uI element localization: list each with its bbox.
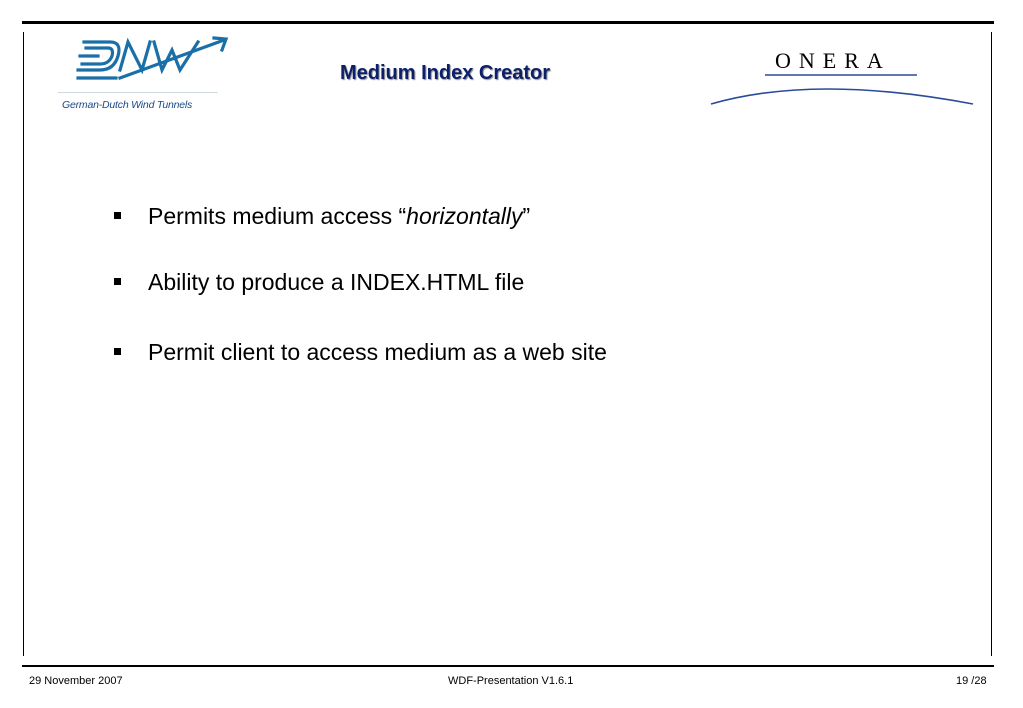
slide-title: Medium Index Creator [340,62,551,84]
bullet-item [113,336,607,368]
onera-swoosh-icon [705,66,980,110]
dnw-mark-icon [76,36,231,86]
bullet-emphasis: horizontally [406,203,523,229]
right-frame-line [991,32,992,656]
top-frame-line [22,21,994,24]
footer-date: 29 November 2007 [29,675,123,687]
footer-version: WDF-Presentation V1.6.1 [448,675,574,687]
bullet-text-end: ” [522,203,531,229]
dnw-logo [58,36,228,116]
square-bullet-icon [114,278,121,285]
dnw-logo-divider [58,92,218,93]
footer-page-number: 19 /28 [956,675,987,687]
square-bullet-icon [114,348,121,355]
square-bullet-icon [114,212,121,219]
bullet-text: Permits medium access “ [148,203,407,229]
bullet-text: Ability to produce a INDEX.HTML file [148,269,525,295]
bullet-text: Permit client to access medium as a web site [148,339,607,365]
bullet-item [113,200,607,232]
left-frame-line [23,32,24,656]
onera-logo [705,44,980,110]
onera-wordmark: ONERA [775,48,891,73]
dnw-tagline: German-Dutch Wind Tunnels [62,99,193,111]
footer-rule [22,665,994,667]
bullet-list [113,200,607,368]
bullet-item [113,266,607,298]
